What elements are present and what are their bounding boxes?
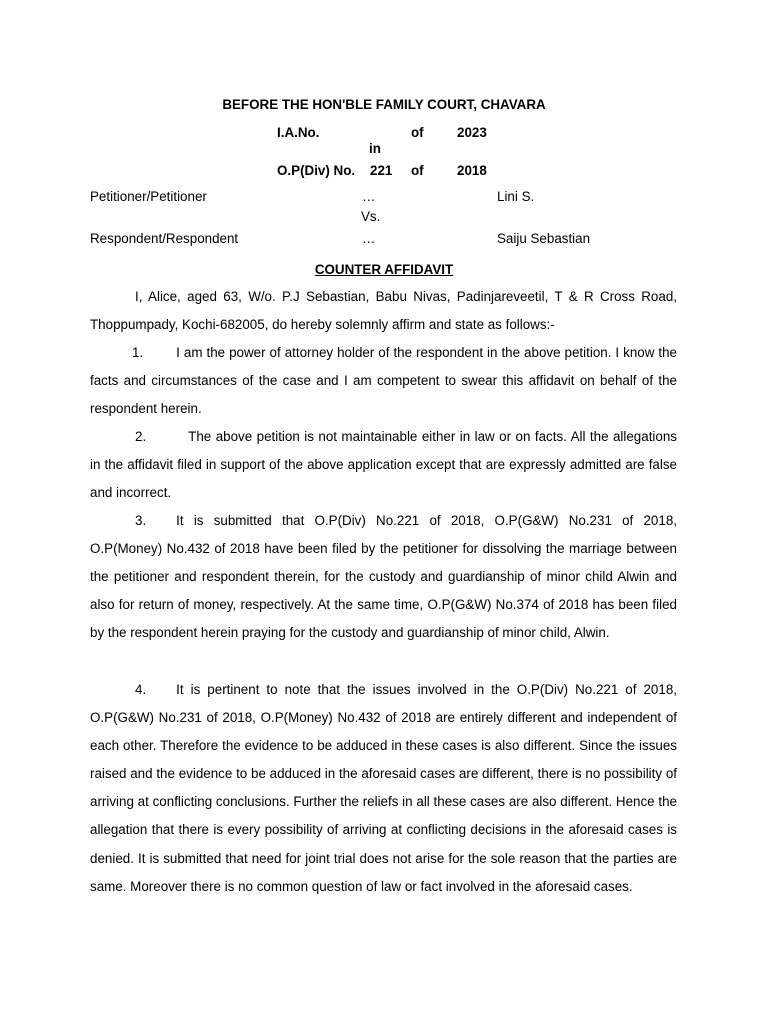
court-title: BEFORE THE HON'BLE FAMILY COURT, CHAVARA [222,97,546,112]
petitioner-dots: … [362,189,376,204]
paragraph-number: 4. [135,682,147,697]
paragraph-1 [90,339,677,423]
ia-label: I.A.No. [277,125,320,140]
paragraph-3 [90,507,677,647]
ia-year: 2023 [457,125,487,140]
op-number: 221 [370,163,393,178]
petitioner-label: Petitioner/Petitioner [90,189,207,204]
in-word: in [369,141,381,156]
document-heading: COUNTER AFFIDAVIT [314,262,454,277]
paragraph-4 [90,676,677,901]
op-year: 2018 [457,163,487,178]
petitioner-name: Lini S. [497,189,535,204]
ia-of: of [411,125,424,140]
paragraph-text: It is pertinent to note that the issues involved in the O.P(Div) No.221 of 2018, O.P(G&W) No.231 of 2018, O.P(Money) No.432 of 2018 are entirely different and independent of each other. Therefore the evidence to be adduced in these cases is also different. Since the issues raised and the evidence to be adduced in the aforesaid cases are different, there is no possibility of arriving at conflicting conclusions. Further the reliefs in all these cases are also different. Hence the allegation that there is every possibility of arriving at conflicting decisions in the aforesaid cases is denied. It is submitted that need for joint trial does not arise for the sole reason that the parties are same. Moreover there is no common question of law or fact involved in the aforesaid cases. [90,682,677,894]
paragraph-number: 1. [132,345,144,360]
paragraph-number: 3. [135,513,147,528]
paragraph-text: I am the power of attorney holder of the respondent in the above petition. I know the facts and circumstances of the case and I am competent to swear this affidavit on behalf of the respondent herein. [90,345,677,417]
op-of: of [411,163,424,178]
op-label: O.P(Div) No. [277,163,356,178]
paragraph-number: 2. [135,429,147,444]
respondent-label: Respondent/Respondent [90,231,239,246]
paragraph-text: It is submitted that O.P(Div) No.221 of 2018, O.P(G&W) No.231 of 2018, O.P(Money) No.432 of 2018 have been filed by the petitioner for dissolving the marriage between the petitioner and respondent therein, for the custody and guardianship of minor child Alwin and also for return of money, respectively. At the same time, O.P(G&W) No.374 of 2018 has been filed by the respondent herein praying for the custody and guardianship of minor child, Alwin. [90,513,677,641]
paragraph-text: The above petition is not maintainable either in law or on facts. All the allegations in the affidavit filed in support of the above application except that are expressly admitted are false and incorrect. [90,429,677,501]
versus-label: Vs. [361,209,381,224]
respondent-dots: … [362,231,376,246]
respondent-name: Saiju Sebastian [497,231,591,246]
intro-text: I, Alice, aged 63, W/o. P.J Sebastian, Babu Nivas, Padinjareveetil, T & R Cross Road, Thoppumpady, Kochi-682005, do hereby solemnly affirm and state as follows:- [90,289,677,333]
intro-paragraph [90,283,677,339]
paragraph-2 [90,423,677,507]
